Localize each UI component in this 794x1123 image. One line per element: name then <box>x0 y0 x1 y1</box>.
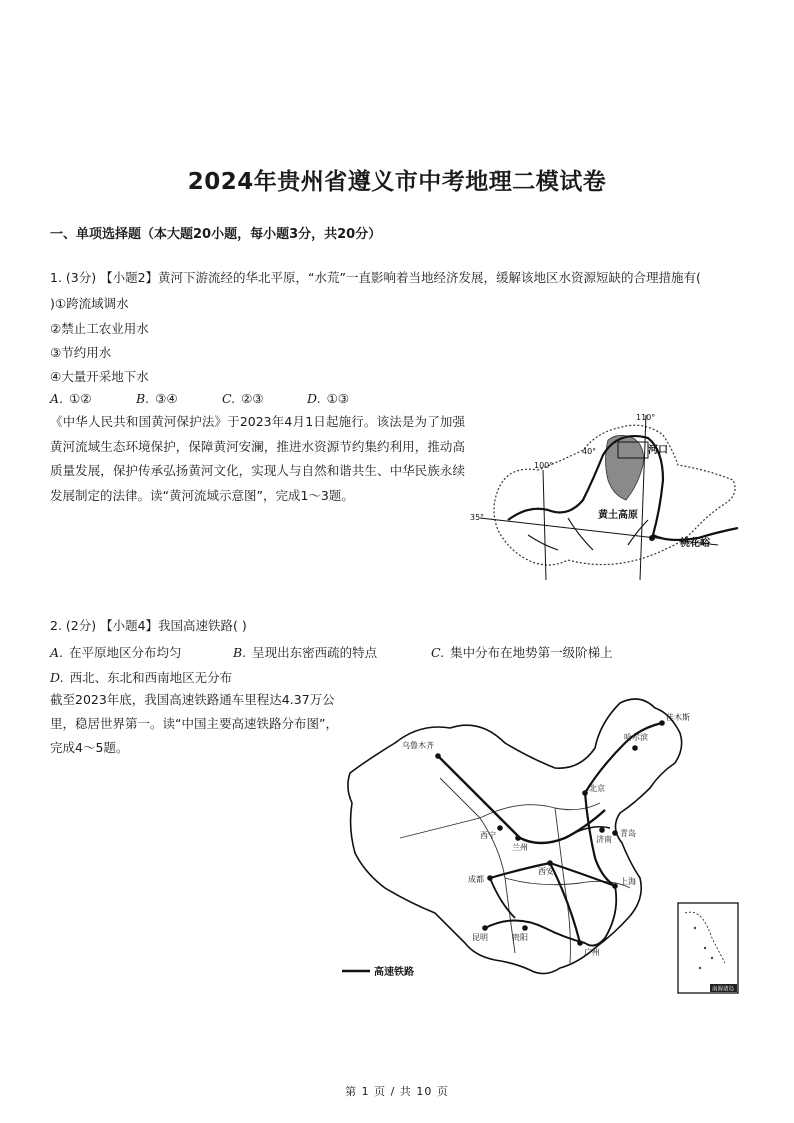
map-label-100: 100° <box>534 461 554 470</box>
q2-passage: 截至2023年底，我国高速铁路通车里程达4.37万公里，稳居世界第一。读“中国主要高速铁路分布图”，完成4～5题。 <box>50 692 338 755</box>
city-label-kunming: 昆明 <box>472 933 488 942</box>
map-label-110: 110° <box>636 413 656 422</box>
map-label-35: 35° <box>470 513 485 522</box>
city-label-guiyang: 贵阳 <box>512 933 528 942</box>
map-label-taohuayu: 桃花峪 <box>680 538 710 549</box>
q1-passage: 《中华人民共和国黄河保护法》于2023年4月1日起施行。该法是为了加强黄河流域生态环境保护，保障黄河安澜，推进水资源节约集约利用，推动高质量发展，保护传承弘扬黄河文化，实现人与自然和谐共生、中华民族永续发展制定的法律。读“黄河流域示意图”，完成1～3题。 <box>50 414 465 503</box>
q1-option-b: B. ③④ <box>136 391 178 406</box>
city-label-qingdao: 青岛 <box>620 829 636 838</box>
q2-option-c: C. 集中分布在地势第一级阶梯上 <box>431 645 613 660</box>
page-title: 2024年贵州省遵义市中考地理二模试卷 <box>187 169 607 195</box>
map-label-plateau: 黄土高原 <box>598 510 638 521</box>
section-heading: 一、单项选择题（本大题20小题，每小题3分，共20分） <box>50 227 382 242</box>
q2-stem: 2. (2分) 【小题4】我国高速铁路( ) <box>50 618 247 633</box>
city-label-beijing: 北京 <box>589 784 605 793</box>
q1-stem-line1: 1. (3分) 【小题2】黄河下游流经的华北平原，“水荒”一直影响着当地经济发展，缓解该地区水资源短缺的合理措施有( <box>50 270 701 285</box>
city-label-jinan: 济南 <box>596 835 612 844</box>
city-label-lanzhou: 兰州 <box>512 843 528 852</box>
q2-option-a: A. 在平原地区分布均匀 <box>50 645 182 660</box>
city-label-wulumuqi: 乌鲁木齐 <box>402 741 434 750</box>
city-label-guangzhou: 广州 <box>584 948 600 957</box>
inset-label: 南海诸岛 <box>712 986 735 993</box>
q1-stem-line2: )①跨流域调水 <box>50 296 129 311</box>
map-label-hekou: 河口 <box>648 445 668 456</box>
q1-option-a: A. ①② <box>50 391 92 406</box>
q1-item-2: ②禁止工农业用水 <box>50 321 149 336</box>
city-label-shanghai: 上海 <box>620 877 636 886</box>
q2-option-d: D. 西北、东北和西南地区无分布 <box>50 670 233 685</box>
city-label-haerbin: 哈尔滨 <box>624 733 648 742</box>
yellow-river-basin-map <box>468 410 748 585</box>
china-hsr-map <box>340 688 750 1000</box>
city-label-chengdu: 成都 <box>468 875 484 884</box>
city-label-xining: 西宁 <box>480 831 496 840</box>
map-legend-hsr: 高速铁路 <box>374 967 414 978</box>
page-footer: 第 1 页 / 共 10 页 <box>345 1085 449 1098</box>
q2-option-b: B. 呈现出东密西疏的特点 <box>233 645 378 660</box>
city-label-jiamusi: 佳木斯 <box>666 713 690 722</box>
q1-item-4: ④大量开采地下水 <box>50 369 149 384</box>
q1-item-3: ③节约用水 <box>50 345 112 360</box>
q1-option-d: D. ①③ <box>307 391 349 406</box>
q1-option-c: C. ②③ <box>222 391 264 406</box>
map-label-40: 40° <box>582 447 597 456</box>
city-label-xian: 西安 <box>538 867 554 876</box>
